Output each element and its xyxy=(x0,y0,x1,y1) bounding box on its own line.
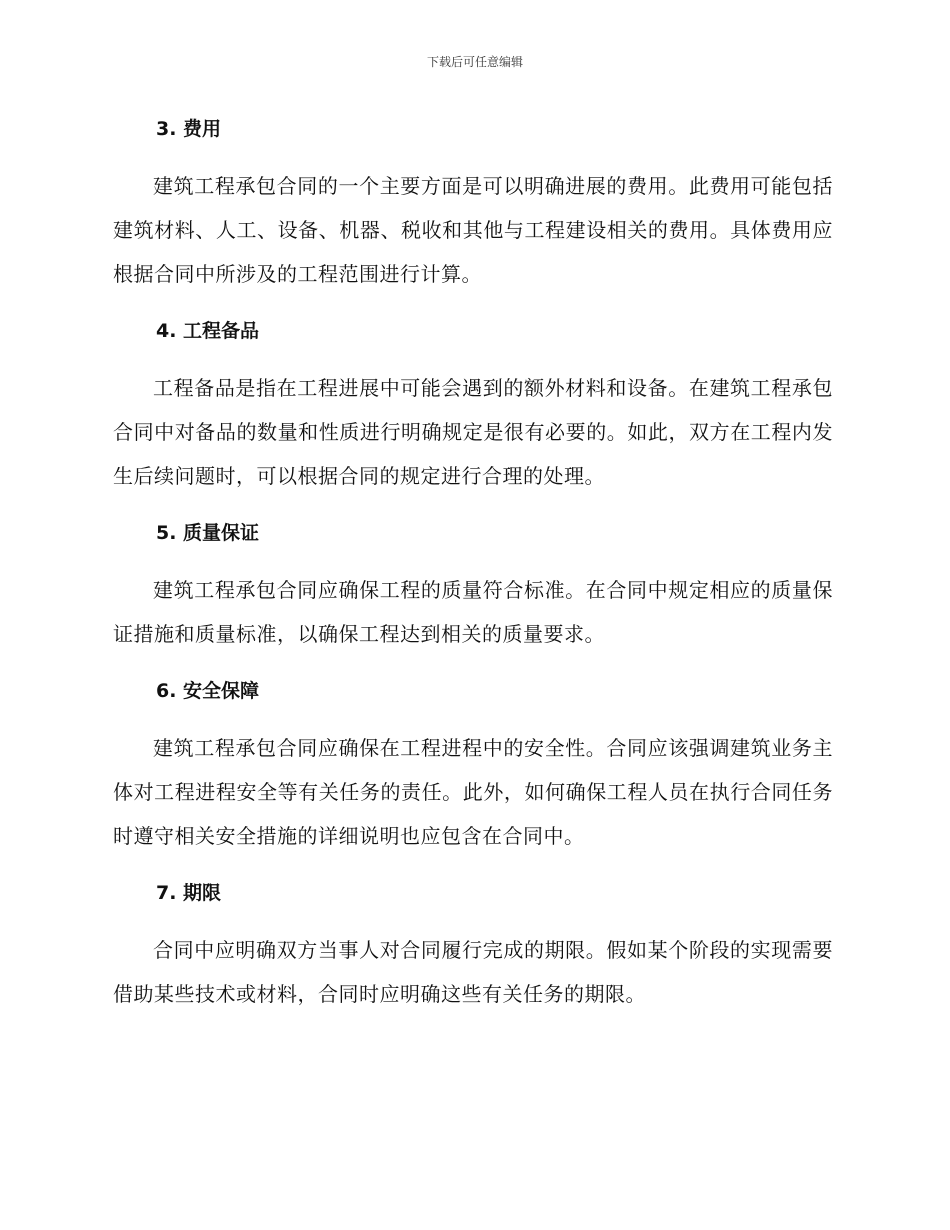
document-content xyxy=(113,110,833,1032)
section-body-safety: 建筑工程承包合同应确保在工程进程中的安全性。合同应该强调建筑业务主体对工程进程安全等有关任务的责任。此外，如何确保工程人员在执行合同任务时遵守相关安全措施的详细说明也应包含在合同中。 xyxy=(113,736,833,848)
section-heading-fees: 3. 费用 xyxy=(156,118,222,140)
section-heading-safety: 6. 安全保障 xyxy=(156,680,260,702)
section-body-fees: 建筑工程承包合同的一个主要方面是可以明确进展的费用。此费用可能包括建筑材料、人工、设备、机器、税收和其他与工程建设相关的费用。具体费用应根据合同中所涉及的工程范围进行计算。 xyxy=(113,174,833,286)
section-heading-quality-assurance: 5. 质量保证 xyxy=(156,522,260,544)
section-body-spare-parts: 工程备品是指在工程进展中可能会遇到的额外材料和设备。在建筑工程承包合同中对备品的数量和性质进行明确规定是很有必要的。如此，双方在工程内发生后续问题时，可以根据合同的规定进行合理的处理。 xyxy=(113,376,833,488)
section-body-quality-assurance: 建筑工程承包合同应确保工程的质量符合标准。在合同中规定相应的质量保证措施和质量标准，以确保工程达到相关的质量要求。 xyxy=(113,578,833,646)
section-heading-spare-parts: 4. 工程备品 xyxy=(156,320,260,342)
section-body-term: 合同中应明确双方当事人对合同履行完成的期限。假如某个阶段的实现需要借助某些技术或材料，合同时应明确这些有关任务的期限。 xyxy=(113,938,833,1006)
header-note: 下载后可任意编辑 xyxy=(426,55,523,69)
section-heading-term: 7. 期限 xyxy=(156,882,222,904)
